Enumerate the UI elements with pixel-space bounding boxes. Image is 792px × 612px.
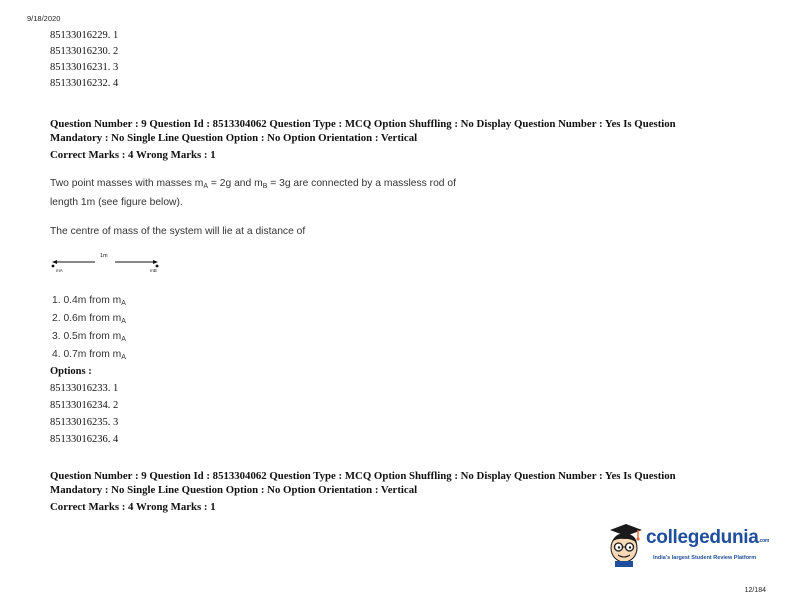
question-prompt: The centre of mass of the system will lie at a distance of [50, 226, 306, 237]
arrowhead-right-icon [153, 260, 158, 264]
question-marks: Correct Marks : 4 Wrong Marks : 1 [50, 501, 216, 513]
student-mascot-icon [604, 522, 644, 568]
list-item: 85133016231. 3 [50, 62, 119, 73]
list-item: 85133016229. 1 [50, 30, 119, 41]
answer-choice: 2. 0.6m from $m_A$ [52, 313, 126, 325]
collegedunia-logo [604, 522, 770, 570]
mass-b-label: mB [150, 268, 157, 273]
rod-figure [50, 252, 165, 278]
answer-choice: 3. 0.5m from $m_A$ [52, 331, 126, 343]
mass-b-dot [156, 265, 159, 268]
list-item: 85133016233. 1 [50, 383, 119, 394]
mass-a-dot [52, 265, 55, 268]
question-marks: Correct Marks : 4 Wrong Marks : 1 [50, 149, 216, 161]
answer-choices [52, 292, 126, 364]
previous-option-list [50, 28, 118, 92]
list-item: 85133016232. 4 [50, 78, 119, 89]
question-meta-line: Question Number : 9 Question Id : 8513304062 Question Type : MCQ Option Shuffling : No Display Question Number : Yes Is Question [50, 118, 676, 130]
answer-choice: 4. 0.7m from $m_A$ [52, 349, 126, 361]
logo-tagline: India's largest Student Review Platform [653, 555, 757, 561]
question-text-line: Two point masses with masses $m_A = 2g$ and $m_B = 3g$ are connected by a massless rod of [50, 178, 456, 190]
arrowhead-left-icon [52, 260, 57, 264]
question-meta-line: Mandatory : No Single Line Question Option : No Option Orientation : Vertical [50, 484, 418, 496]
question-meta-line: Question Number : 9 Question Id : 8513304062 Question Type : MCQ Option Shuffling : No Display Question Number : Yes Is Question [50, 470, 676, 482]
rod-length-label: 1m [100, 253, 108, 259]
list-item: 85133016234. 2 [50, 400, 119, 411]
page-number: 12/184 [744, 587, 766, 594]
print-date: 9/18/2020 [27, 14, 61, 23]
logo-wordmark: collegedunia.com [646, 527, 770, 548]
options-list [50, 364, 118, 448]
next-question-meta [50, 469, 760, 514]
list-item: 85133016230. 2 [50, 46, 119, 57]
list-item: 85133016236. 4 [50, 434, 119, 445]
answer-choice: 1. 0.4m from $m_A$ [52, 295, 126, 307]
question-text [50, 174, 570, 212]
options-heading: Options : [50, 366, 92, 377]
question-meta [50, 117, 760, 162]
mass-a-label: mA [56, 268, 63, 273]
question-meta-line: Mandatory : No Single Line Question Option : No Option Orientation : Vertical [50, 132, 418, 144]
question-text-line: length 1m (see figure below). [50, 197, 183, 208]
list-item: 85133016235. 3 [50, 417, 119, 428]
